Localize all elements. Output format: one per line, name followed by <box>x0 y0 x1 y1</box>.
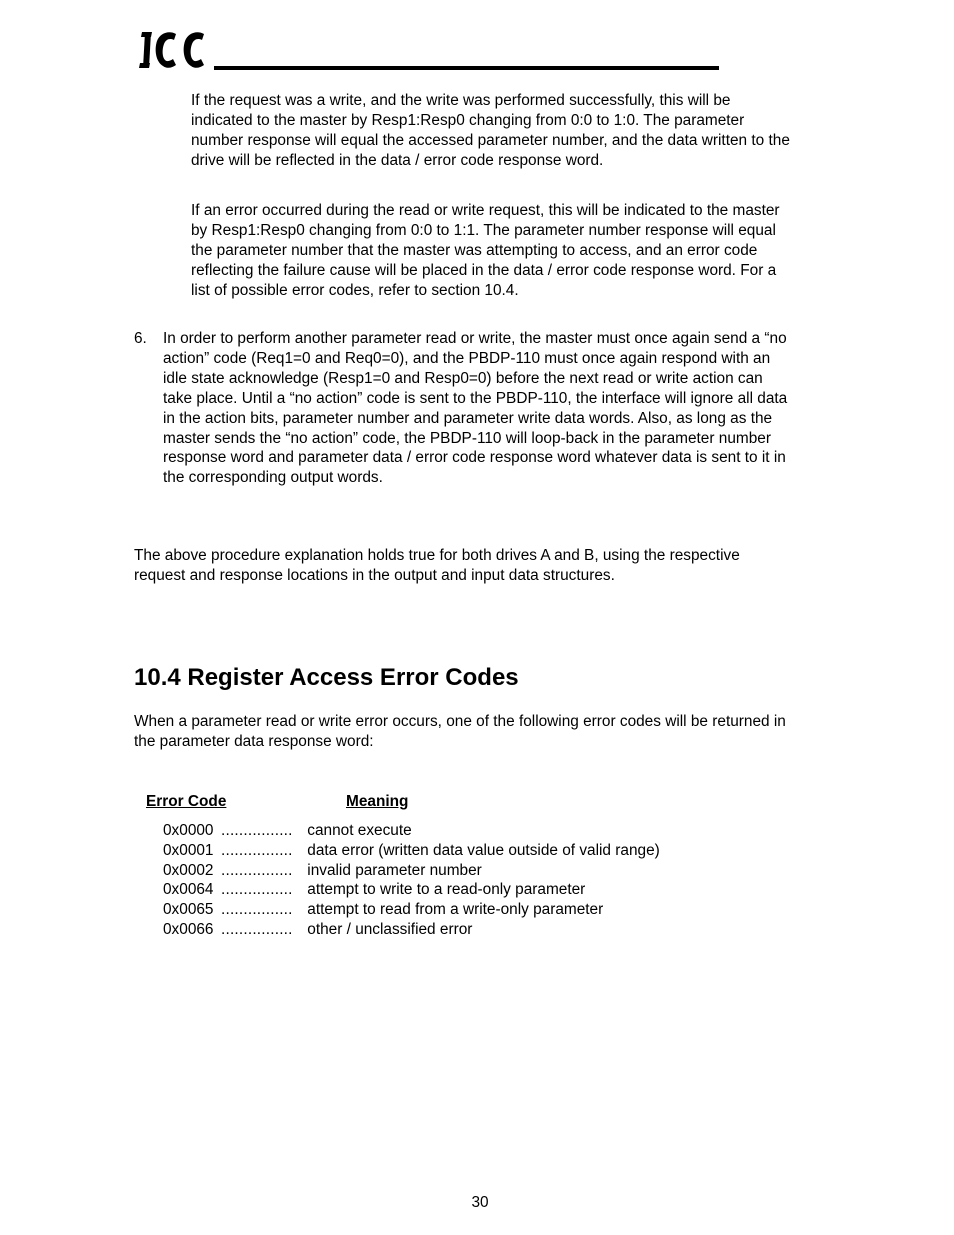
dot-leader: ................ <box>221 841 293 859</box>
error-code-row <box>163 841 660 861</box>
step-number: 6. <box>134 330 147 347</box>
error-code: 0x0001 <box>163 841 214 859</box>
dot-leader: ................ <box>221 881 293 899</box>
icc-logo <box>136 28 210 72</box>
error-code-row <box>163 920 660 940</box>
error-code-row <box>163 861 660 881</box>
error-code-row <box>163 880 660 900</box>
error-meaning: other / unclassified error <box>307 920 473 938</box>
step-text: In order to perform another parameter read or write, the master must once again send a “no action” code (Req1=0 and Req0=0), and the PBDP-110 must once again respond with an idle state acknowledge (Resp1=0 and Resp0=0) before the next read or write action can take place. Until a “no action” code is sent to the PBDP-110, the interface will ignore all data in the action bits, parameter number and parameter write data words. Also, as long as the master sends the “no action” code, the PBDP-110 will loop-back in the parameter number response word and parameter data / error code response word whatever data is sent to it in the corresponding output words. <box>163 330 788 487</box>
error-meaning: attempt to write to a read-only parameter <box>307 881 586 899</box>
meaning-column-header: Meaning <box>346 793 409 810</box>
section-heading: 10.4 Register Access Error Codes <box>134 664 519 691</box>
dot-leader: ................ <box>221 901 293 919</box>
error-code: 0x0002 <box>163 861 214 879</box>
dot-leader: ................ <box>221 861 293 879</box>
error-case-paragraph: If an error occurred during the read or write request, this will be indicated to the master by Resp1:Resp0 changing from 0:0 to 1:1. The parameter number response will equal the parameter number that the master was attempting to access, and an error code reflecting the failure cause will be placed in the data / error code response word. For a list of possible error codes, refer to section 10.4. <box>191 202 780 299</box>
page-number: 30 <box>471 1194 489 1211</box>
error-code: 0x0064 <box>163 881 214 899</box>
error-code-column-header: Error Code <box>146 793 227 810</box>
dot-leader: ................ <box>221 822 293 839</box>
error-code-row <box>163 821 660 841</box>
summary-paragraph: The above procedure explanation holds true for both drives A and B, using the respective request and response locations in the output and input data structures. <box>134 547 740 584</box>
dot-leader: ................ <box>221 920 293 938</box>
header-rule <box>214 66 719 70</box>
error-code: 0x0066 <box>163 920 214 938</box>
section-intro: When a parameter read or write error occurs, one of the following error codes will be returned in the parameter data response word: <box>134 713 786 750</box>
error-meaning: cannot execute <box>307 822 412 839</box>
error-code-list <box>163 821 660 940</box>
error-code: 0x0065 <box>163 901 214 919</box>
error-meaning: invalid parameter number <box>307 861 482 879</box>
error-code-row <box>163 900 660 920</box>
error-code: 0x0000 <box>163 822 214 839</box>
error-meaning: data error (written data value outside of valid range) <box>307 841 660 859</box>
error-meaning: attempt to read from a write-only parameter <box>307 901 604 919</box>
step-6 <box>134 329 794 488</box>
write-success-paragraph: If the request was a write, and the write was performed successfully, this will be indicated to the master by Resp1:Resp0 changing from 0:0 to 1:0. The parameter number response will equal the accessed parameter number, and the data written to the drive will be reflected in the data / error code response word. <box>191 92 790 169</box>
